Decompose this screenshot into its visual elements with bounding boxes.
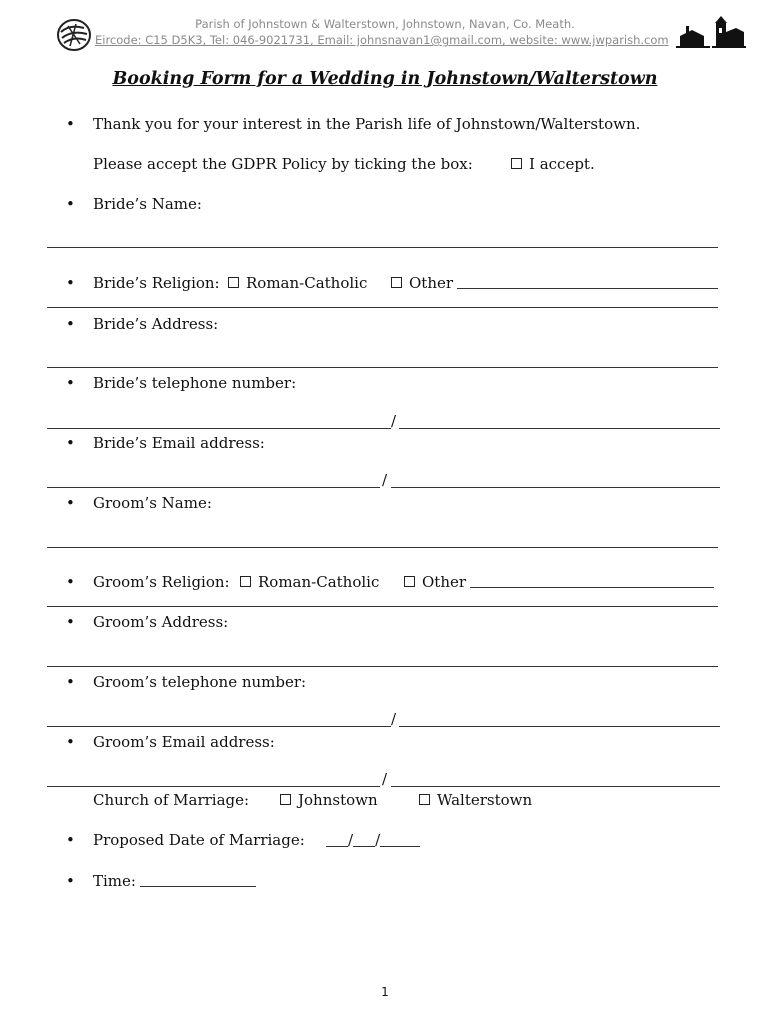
phone-separator: / bbox=[391, 412, 397, 430]
bullet: • bbox=[66, 195, 75, 213]
header-address: Parish of Johnstown & Walterstown, Johnstown, Navan, Co. Meath. bbox=[195, 17, 575, 31]
day-field[interactable] bbox=[326, 834, 348, 847]
bride-email-label: Bride’s Email address: bbox=[93, 434, 265, 452]
bride-phone-field-2[interactable] bbox=[399, 428, 720, 429]
divider bbox=[47, 307, 718, 308]
bride-address-field[interactable] bbox=[47, 367, 718, 368]
bride-phone-field-1[interactable] bbox=[47, 428, 391, 429]
bride-name-field[interactable] bbox=[47, 247, 718, 248]
groom-address-field[interactable] bbox=[47, 666, 718, 667]
bride-name-label: Bride’s Name: bbox=[93, 195, 202, 213]
page-number: 1 bbox=[381, 985, 389, 999]
bullet: • bbox=[66, 274, 75, 292]
walterstown-checkbox[interactable]: Walterstown bbox=[419, 791, 532, 809]
johnstown-checkbox[interactable]: Johnstown bbox=[280, 791, 378, 809]
email-separator: / bbox=[382, 471, 388, 489]
groom-phone-label: Groom’s telephone number: bbox=[93, 673, 307, 691]
time-label: Time: bbox=[93, 872, 136, 890]
gdpr-text: Please accept the GDPR Policy by ticking the box: bbox=[93, 155, 473, 173]
bride-other-field[interactable] bbox=[457, 288, 718, 289]
groom-phone-field-1[interactable] bbox=[47, 726, 391, 727]
groom-email-field-1[interactable] bbox=[47, 786, 380, 787]
thanks-text: Thank you for your interest in the Parish life of Johnstown/Walterstown. bbox=[93, 115, 641, 133]
time-field[interactable] bbox=[140, 886, 256, 887]
divider bbox=[47, 606, 718, 607]
bullet: • bbox=[66, 115, 75, 133]
phone-separator: / bbox=[391, 710, 397, 728]
bride-other-checkbox[interactable]: Other bbox=[391, 274, 453, 292]
groom-other-field[interactable] bbox=[470, 587, 714, 588]
groom-religion-label: Groom’s Religion: bbox=[93, 573, 230, 591]
bride-email-field-2[interactable] bbox=[391, 487, 720, 488]
groom-other-checkbox[interactable]: Other bbox=[404, 573, 466, 591]
groom-name-field[interactable] bbox=[47, 547, 718, 548]
bullet: • bbox=[66, 494, 75, 512]
page-title: Booking Form for a Wedding in Johnstown/Walterstown bbox=[112, 69, 658, 89]
bullet: • bbox=[66, 374, 75, 392]
date-label: Proposed Date of Marriage: bbox=[93, 831, 305, 849]
year-field[interactable] bbox=[380, 834, 420, 847]
groom-email-field-2[interactable] bbox=[391, 786, 720, 787]
bullet: • bbox=[66, 434, 75, 452]
gdpr-accept-checkbox[interactable]: I accept. bbox=[511, 155, 595, 173]
month-field[interactable] bbox=[353, 834, 375, 847]
bullet: • bbox=[66, 831, 75, 849]
groom-email-label: Groom’s Email address: bbox=[93, 733, 275, 751]
bullet: • bbox=[66, 613, 75, 631]
bride-address-label: Bride’s Address: bbox=[93, 315, 219, 333]
bride-email-field-1[interactable] bbox=[47, 487, 380, 488]
email-separator: / bbox=[382, 770, 388, 788]
groom-phone-field-2[interactable] bbox=[399, 726, 720, 727]
church-label: Church of Marriage: bbox=[93, 791, 250, 809]
groom-rc-checkbox[interactable]: Roman-Catholic bbox=[240, 573, 379, 591]
groom-name-label: Groom’s Name: bbox=[93, 494, 212, 512]
groom-address-label: Groom’s Address: bbox=[93, 613, 229, 631]
date-separator: / bbox=[348, 831, 354, 849]
bride-religion-label: Bride’s Religion: bbox=[93, 274, 220, 292]
date-field[interactable] bbox=[326, 831, 420, 849]
bride-rc-checkbox[interactable]: Roman-Catholic bbox=[228, 274, 367, 292]
bullet: • bbox=[66, 872, 75, 890]
bride-phone-label: Bride’s telephone number: bbox=[93, 374, 297, 392]
bullet: • bbox=[66, 315, 75, 333]
header-contact: Eircode: C15 D5K3, Tel: 046-9021731, Email: johnsnavan1@gmail.com, website: www.jwparish.com bbox=[95, 33, 669, 47]
bullet: • bbox=[66, 733, 75, 751]
bullet: • bbox=[66, 573, 75, 591]
date-separator: / bbox=[375, 831, 381, 849]
bullet: • bbox=[66, 673, 75, 691]
